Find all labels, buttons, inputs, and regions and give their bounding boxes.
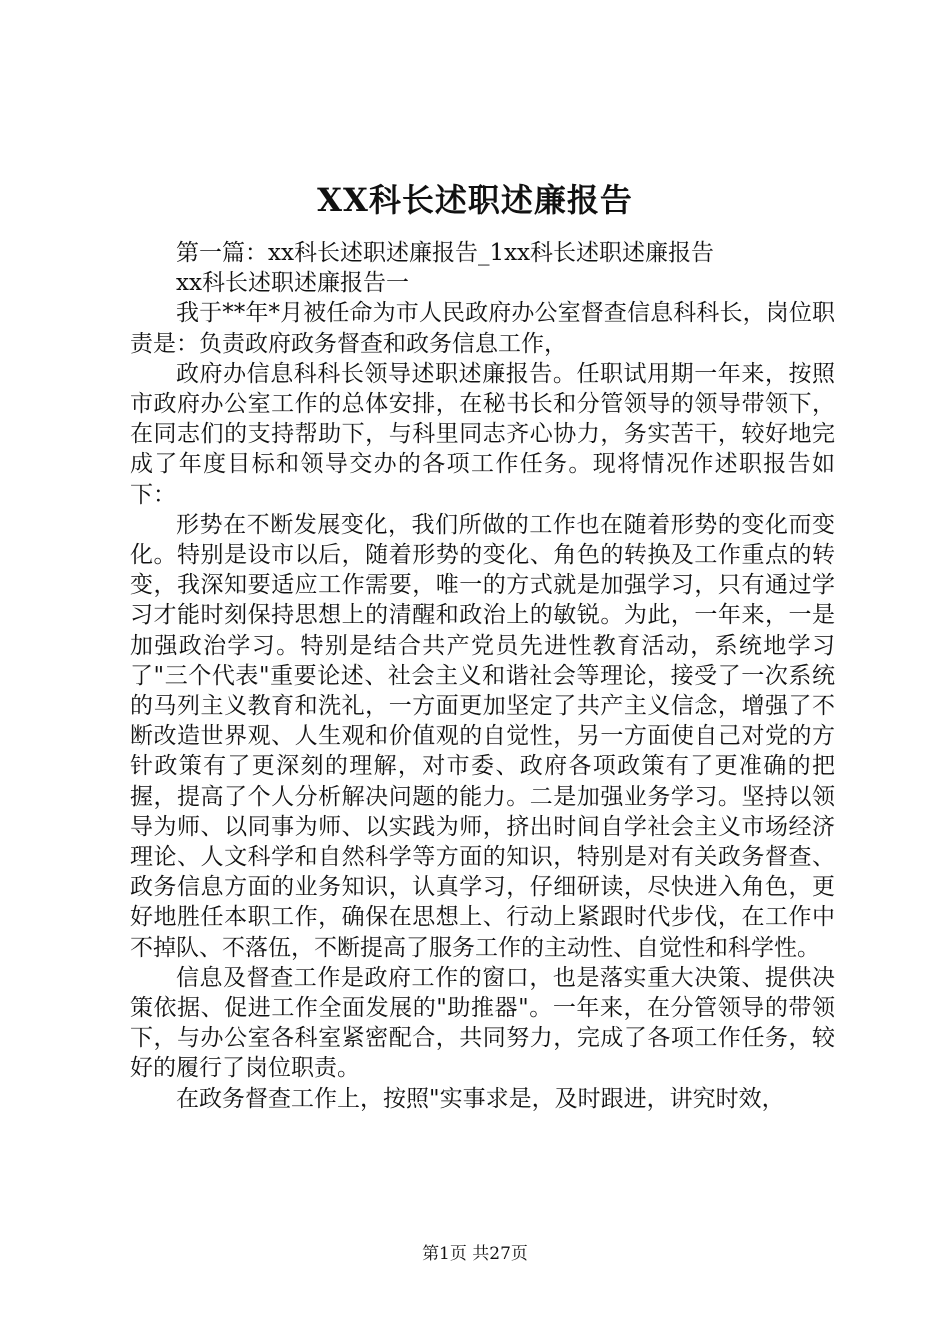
paragraph-section-heading: 第一篇：xx科长述职述廉报告_1xx科长述职述廉报告 — [176, 240, 715, 266]
paragraph: 我于**年*月被任命为市人民政府办公室督查信息科科长，岗位职责是：负责政府政务督查和政务信息工作， — [130, 300, 835, 357]
page-footer: 第1页 共27页 — [422, 1244, 528, 1264]
paragraph: 政府办信息科科长领导述职述廉报告。任职试用期一年来，按照市政府办公室工作的总体安排，在秘书长和分管领导的领导带领下，在同志们的支持帮助下，与科里同志齐心协力，务实苦干，较好地完成了年度目标和领导交办的各项工作任务。现将情况作述职报告如下： — [130, 360, 835, 508]
paragraph: 在政务督查工作上，按照"实事求是，及时跟进，讲究时效， — [176, 1085, 785, 1112]
document-body — [130, 238, 835, 1114]
document-title: XX科长述职述廉报告 — [317, 181, 633, 219]
paragraph: 形势在不断发展变化，我们所做的工作也在随着形势的变化而变化。特别是设市以后，随着形势的变化、角色的转换及工作重点的转变，我深知要适应工作需要，唯一的方式就是加强学习，只有通过学习才能时刻保持思想上的清醒和政治上的敏锐。为此，一年来，一是加强政治学习。特别是结合共产党员先进性教育活动，系统地学习了"三个代表"重要论述、社会主义和谐社会等理论，接受了一次系统的马列主义教育和洗礼，一方面更加坚定了共产主义信念，增强了不断改造世界观、人生观和价值观的自觉性，另一方面使自己对党的方针政策有了更深刻的理解，对市委、政府各项政策有了更准确的把握，提高了个人分析解决问题的能力。二是加强业务学习。坚持以领导为师、以同事为师、以实践为师，挤出时间自学社会主义市场经济理论、人文科学和自然科学等方面的知识，特别是对有关政务督查、政务信息方面的业务知识，认真学习，仔细研读，尽快进入角色，更好地胜任本职工作，确保在思想上、行动上紧跟时代步伐，在工作中不掉队、不落伍，不断提高了服务工作的主动性、自觉性和科学性。 — [130, 511, 835, 961]
paragraph: 信息及督查工作是政府工作的窗口，也是落实重大决策、提供决策依据、促进工作全面发展的"助推器"。一年来，在分管领导的带领下，与办公室各科室紧密配合，共同努力，完成了各项工作任务，较好的履行了岗位职责。 — [130, 964, 835, 1082]
paragraph-subheading: xx科长述职述廉报告一 — [176, 270, 409, 297]
